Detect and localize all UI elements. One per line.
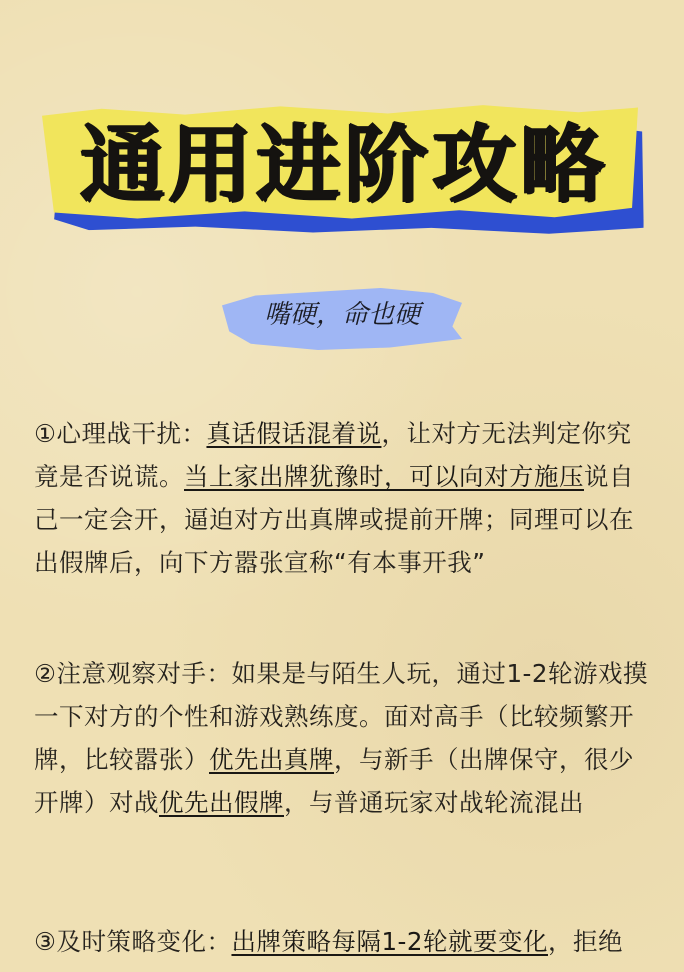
tip-text: ，拒绝 xyxy=(547,927,623,956)
tip-observe-opponent xyxy=(34,652,654,824)
tip-text: ，与新手（出牌保守，很少开牌）对战 xyxy=(34,745,634,817)
tip-text: 说自己一定会开，逼迫对方出真牌或提前开牌；同理可以在出假牌后，向下方嚣张宣称“有本事开我” xyxy=(34,462,634,577)
tip-psychological-warfare xyxy=(34,412,654,584)
tip-label: ①心理战干扰： xyxy=(34,419,207,448)
tip-label: ②注意观察对手： xyxy=(34,659,232,688)
tip-highlight: 真话假话混着说 xyxy=(206,419,382,448)
tip-highlight: 当上家出牌犹豫时，可以向对方施压 xyxy=(184,462,584,491)
tip-label: ③及时策略变化： xyxy=(34,927,232,956)
tip-highlight: 出牌策略每隔1-2轮就要变化 xyxy=(231,927,548,956)
tip-text: ，与普通玩家对战轮流混出 xyxy=(284,788,584,817)
subtitle: 嘴硬，命也硬 xyxy=(263,300,420,330)
tip-text: 如果是与陌生人玩，通过1-2轮游戏摸一下对方的个性和游戏熟练度。面对高手（比较频繁开牌，比较嚣张） xyxy=(34,659,648,774)
tip-highlight: 优先出假牌 xyxy=(159,788,284,817)
subtitle-banner xyxy=(222,280,462,358)
page-title: 通用进阶攻略 xyxy=(79,115,608,213)
tip-strategy-change xyxy=(34,920,654,963)
tip-text: ，让对方无法判定你究竟是否说谎。 xyxy=(34,419,632,491)
tip-highlight: 优先出真牌 xyxy=(209,745,334,774)
title-banner xyxy=(38,100,650,240)
